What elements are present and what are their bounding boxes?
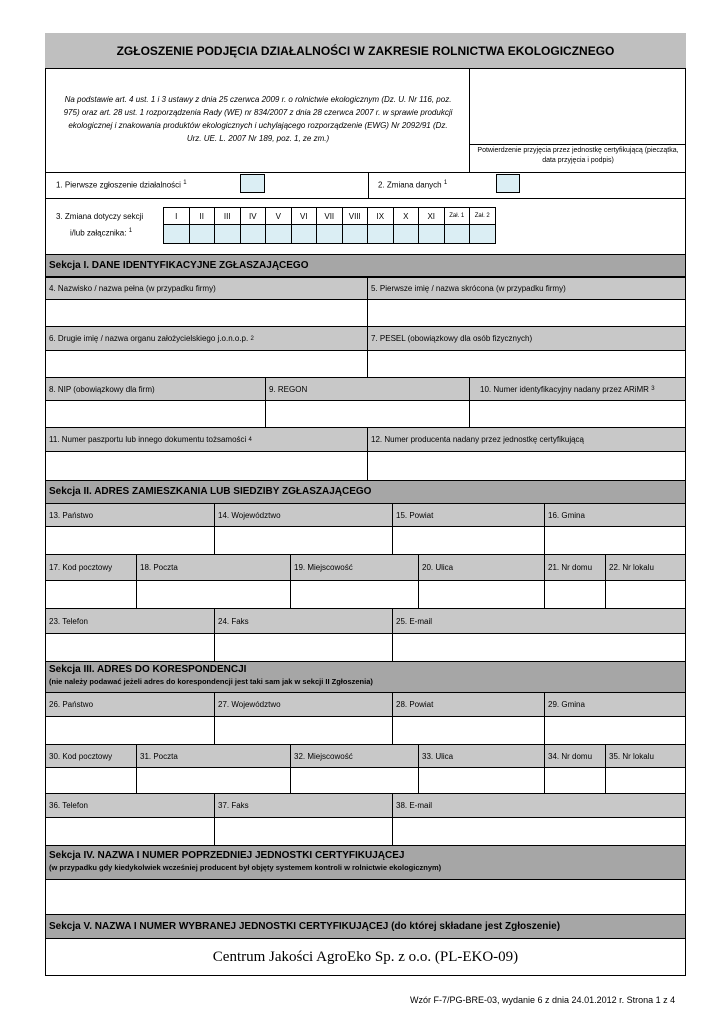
section-3-title: Sekcja III. ADRES DO KORESPONDENCJI bbox=[49, 664, 247, 675]
f31-label: 31. Poczta bbox=[136, 744, 291, 768]
section-change-checkbox[interactable] bbox=[418, 224, 445, 244]
divider bbox=[469, 69, 470, 172]
corr-phone-field[interactable] bbox=[45, 817, 215, 846]
section-change-checkbox[interactable] bbox=[240, 224, 267, 244]
section-3-header bbox=[45, 661, 686, 693]
form-title-text: ZGŁOSZENIE PODJĘCIA DZIAŁALNOŚCI W ZAKRESIE ROLNICTWA EKOLOGICZNEGO bbox=[116, 43, 615, 58]
f19-label: 19. Miejscowość bbox=[290, 554, 419, 581]
corr-voivodeship-field[interactable] bbox=[214, 716, 393, 745]
post-office-field[interactable] bbox=[136, 580, 291, 609]
f9-label: 9. REGON bbox=[265, 377, 470, 401]
f13-label: 13. Państwo bbox=[45, 503, 215, 527]
surname-field[interactable] bbox=[45, 299, 368, 327]
f16-label: 16. Gmina bbox=[544, 503, 686, 527]
f7-label: 7. PESEL (obowiązkowy dla osób fizycznych) bbox=[367, 326, 686, 351]
section-change-checkbox[interactable] bbox=[393, 224, 420, 244]
first-registration-checkbox[interactable] bbox=[240, 174, 265, 193]
nip-field[interactable] bbox=[45, 400, 266, 428]
f14-label: 14. Województwo bbox=[214, 503, 393, 527]
section-change-column-header: Zał. 2 bbox=[469, 207, 496, 225]
section-change-column-header: IV bbox=[240, 207, 267, 225]
section-4-header bbox=[45, 845, 686, 880]
section-change-column-header: VIII bbox=[342, 207, 369, 225]
country-field[interactable] bbox=[45, 526, 215, 555]
section-4-title: Sekcja IV. NAZWA I NUMER POPRZEDNIEJ JEDNOSTKI CERTYFIKUJĄCEJ bbox=[49, 850, 405, 861]
f24-label: 24. Faks bbox=[214, 608, 393, 634]
f8-label: 8. NIP (obowiązkowy dla firm) bbox=[45, 377, 266, 401]
section-change-column-header: VII bbox=[316, 207, 343, 225]
f26-label: 26. Państwo bbox=[45, 692, 215, 717]
section-change-column-header: V bbox=[265, 207, 292, 225]
pesel-field[interactable] bbox=[367, 350, 686, 378]
section-change-checkbox[interactable] bbox=[163, 224, 190, 244]
section-change-checkbox[interactable] bbox=[367, 224, 394, 244]
corr-email-field[interactable] bbox=[392, 817, 686, 846]
section-change-column-header: VI bbox=[291, 207, 318, 225]
selected-certifier-field[interactable] bbox=[45, 938, 686, 976]
corr-house-number-field[interactable] bbox=[544, 767, 606, 794]
section-change-checkbox[interactable] bbox=[189, 224, 216, 244]
section-change-label: 3. Zmiana dotyczy sekcji bbox=[56, 212, 144, 221]
f36-label: 36. Telefon bbox=[45, 793, 215, 818]
section-1-header: Sekcja I. DANE IDENTYFIKACYJNE ZGŁASZAJĄCEGO bbox=[45, 254, 686, 277]
legal-basis-text: Na podstawie art. 4 ust. 1 i 3 ustawy z dnia 25 czerwca 2009 r. o rolnictwie ekologicznym (Dz. U. Nr 116, poz. 975) oraz art. 28 ust. 1 rozporządzenia Rady (WE) nr 834/2007 z dnia 28 czerwca 2007 r. w sprawie produkcji ekologicznej i znakowania produktów ekologicznych i uchylającego rozporządzenie (EWG) Nr 2092/91 (Dz. Urz. UE. L. 2007 Nr 189, poz. 1, ze zm.) bbox=[63, 95, 453, 143]
data-change-label: 2. Zmiana danych $^1$ bbox=[378, 180, 448, 190]
corr-post-office-field[interactable] bbox=[136, 767, 291, 794]
district-field[interactable] bbox=[392, 526, 545, 555]
passport-field[interactable] bbox=[45, 451, 368, 481]
email-field[interactable] bbox=[392, 633, 686, 662]
f12-label: 12. Numer producenta nadany przez jednostkę certyfikującą bbox=[367, 427, 686, 452]
house-number-field[interactable] bbox=[544, 580, 606, 609]
f18-label: 18. Poczta bbox=[136, 554, 291, 581]
section-change-checkbox[interactable] bbox=[469, 224, 496, 244]
f32-label: 32. Miejscowość bbox=[290, 744, 419, 768]
corr-fax-field[interactable] bbox=[214, 817, 393, 846]
phone-field[interactable] bbox=[45, 633, 215, 662]
f28-label: 28. Powiat bbox=[392, 692, 545, 717]
f35-label: 35. Nr lokalu bbox=[605, 744, 686, 768]
section-change-column-header: XI bbox=[418, 207, 445, 225]
f33-label: 33. Ulica bbox=[418, 744, 545, 768]
corr-city-field[interactable] bbox=[290, 767, 419, 794]
section-change-checkbox[interactable] bbox=[342, 224, 369, 244]
confirmation-label: Potwierdzenie przyjęcia przez jednostkę certyfikującą (pieczątka, data przyjęcia i podpis) bbox=[477, 147, 679, 164]
f29-label: 29. Gmina bbox=[544, 692, 686, 717]
section-change-checkbox[interactable] bbox=[291, 224, 318, 244]
f15-label: 15. Powiat bbox=[392, 503, 545, 527]
city-field[interactable] bbox=[290, 580, 419, 609]
divider bbox=[45, 172, 686, 173]
section-change-checkbox[interactable] bbox=[214, 224, 241, 244]
corr-street-field[interactable] bbox=[418, 767, 545, 794]
section-change-column-header: II bbox=[189, 207, 216, 225]
first-name-field[interactable] bbox=[367, 299, 686, 327]
section-change-column-header: I bbox=[163, 207, 190, 225]
corr-district-field[interactable] bbox=[392, 716, 545, 745]
previous-certifier-field[interactable] bbox=[45, 879, 686, 915]
divider bbox=[469, 144, 686, 145]
f37-label: 37. Faks bbox=[214, 793, 393, 818]
f30-label: 30. Kod pocztowy bbox=[45, 744, 137, 768]
corr-country-field[interactable] bbox=[45, 716, 215, 745]
f4-label: 4. Nazwisko / nazwa pełna (w przypadku firmy) bbox=[45, 277, 368, 300]
form-title bbox=[45, 33, 686, 69]
f27-label: 27. Województwo bbox=[214, 692, 393, 717]
street-field[interactable] bbox=[418, 580, 545, 609]
section-change-column-header: IX bbox=[367, 207, 394, 225]
f25-label: 25. E-mail bbox=[392, 608, 686, 634]
f17-label: 17. Kod pocztowy bbox=[45, 554, 137, 581]
fax-field[interactable] bbox=[214, 633, 393, 662]
section-change-checkbox[interactable] bbox=[316, 224, 343, 244]
section-change-column-header: X bbox=[393, 207, 420, 225]
divider bbox=[368, 172, 369, 198]
divider bbox=[45, 198, 686, 199]
section-2-header: Sekcja II. ADRES ZAMIESZKANIA LUB SIEDZIBY ZGŁASZAJĄCEGO bbox=[45, 480, 686, 504]
corr-postal-code-field[interactable] bbox=[45, 767, 137, 794]
section-change-checkbox[interactable] bbox=[444, 224, 471, 244]
f34-label: 34. Nr domu bbox=[544, 744, 606, 768]
f10-label: 10. Numer identyfikacyjny nadany przez ARiMR 3 bbox=[469, 377, 686, 401]
f6-label: 6. Drugie imię / nazwa organu założycielskiego j.o.n.o.p. 2 bbox=[45, 326, 368, 351]
apartment-number-field[interactable] bbox=[605, 580, 686, 609]
voivodeship-field[interactable] bbox=[214, 526, 393, 555]
section-5-header: Sekcja V. NAZWA I NUMER WYBRANEJ JEDNOSTKI CERTYFIKUJĄCEJ (do której składane jest Zgłoszenie) bbox=[45, 914, 686, 939]
corr-apartment-number-field[interactable] bbox=[605, 767, 686, 794]
commune-field[interactable] bbox=[544, 526, 686, 555]
selected-certifier-value: Centrum Jakości AgroEko Sp. z o.o. (PL-EKO-09) bbox=[212, 948, 519, 965]
f11-label: 11. Numer paszportu lub innego dokumentu tożsamości 4 bbox=[45, 427, 368, 452]
regon-field[interactable] bbox=[265, 400, 470, 428]
section-4-subtitle: (w przypadku gdy kiedykolwiek wcześniej producent był objęty systemem kontroli w rolnictwie ekologicznym) bbox=[49, 863, 442, 872]
section-3-subtitle: (nie należy podawać jeżeli adres do korespondencji jest taki sam jak w sekcji II Zgłoszenia) bbox=[49, 677, 373, 686]
arimr-field[interactable] bbox=[469, 400, 686, 428]
data-change-checkbox[interactable] bbox=[496, 174, 520, 193]
f5-label: 5. Pierwsze imię / nazwa skrócona (w przypadku firmy) bbox=[367, 277, 686, 300]
f23-label: 23. Telefon bbox=[45, 608, 215, 634]
f22-label: 22. Nr lokalu bbox=[605, 554, 686, 581]
f21-label: 21. Nr domu bbox=[544, 554, 606, 581]
first-registration-label: 1. Pierwsze zgłoszenie działalności $^1$ bbox=[56, 180, 187, 190]
corr-commune-field[interactable] bbox=[544, 716, 686, 745]
postal-code-field[interactable] bbox=[45, 580, 137, 609]
section-change-checkbox[interactable] bbox=[265, 224, 292, 244]
section-change-column-header: Zał. 1 bbox=[444, 207, 471, 225]
f38-label: 38. E-mail bbox=[392, 793, 686, 818]
second-name-field[interactable] bbox=[45, 350, 368, 378]
page-footer: Wzór F-7/PG-BRE-03, wydanie 6 z dnia 24.01.2012 r. Strona 1 z 4 bbox=[410, 995, 676, 1005]
producer-number-field[interactable] bbox=[367, 451, 686, 481]
section-change-label-2: i/lub załącznika: $^1$ bbox=[70, 228, 133, 238]
f20-label: 20. Ulica bbox=[418, 554, 545, 581]
section-change-column-header: III bbox=[214, 207, 241, 225]
